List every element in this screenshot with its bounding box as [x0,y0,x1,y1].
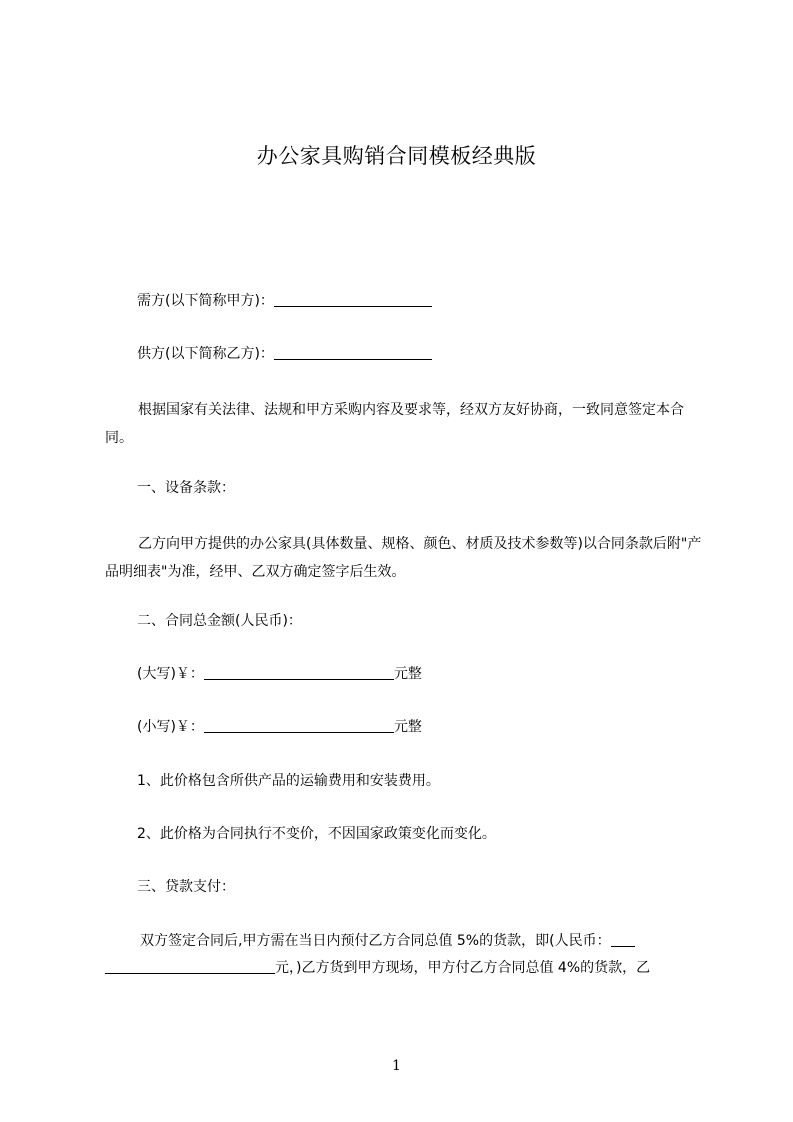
clause-2: 2、此价格为合同执行不变价，不因国家政策变化而变化。 [137,826,496,842]
amount-lower-label: (小写)￥： [137,719,204,735]
amount-upper-label: (大写)￥： [137,666,204,682]
amount-lower-line [137,717,737,737]
section2-heading: 二、合同总金额(人民币)： [137,613,302,629]
payment-text-1: 双方签定合同后,甲方需在当日内预付乙方合同总值 5%的货款，即(人民币： [140,933,611,949]
amount-upper-line [137,664,737,684]
amount-lower-blank [204,718,394,733]
payment-blank-1 [611,932,635,947]
amount-lower-suffix: 元整 [393,719,422,735]
buyer-label: 需方(以下简称甲方)： [137,293,274,309]
section3-heading: 三、贷款支付： [137,879,235,895]
amount-upper-suffix: 元整 [393,666,422,682]
payment-text-2: 元，)乙方货到甲方现场，甲方付乙方合同总值 4%的货款，乙 [275,960,651,976]
supplier-blank [274,345,432,360]
payment-line-2 [105,958,705,978]
buyer-line [137,291,737,311]
amount-upper-blank [204,665,394,680]
section1-paragraph: 乙方向甲方提供的办公家具(具体数量、规格、颜色、材质及技术参数等)以合同条款后附"产品明细表"为准，经甲、乙双方确定签字后生效。 [105,536,702,580]
payment-line-1 [140,931,705,951]
preamble-paragraph: 根据国家有关法律、法规和甲方采购内容及要求等，经双方友好协商，一致同意签定本合同。 [105,402,684,446]
payment-blank-2 [105,959,275,974]
supplier-line [137,344,737,364]
section1-heading: 一、设备条款： [137,480,235,496]
page-number: 1 [392,1058,401,1074]
clause-1: 1、此价格包含所供产品的运输费用和安装费用。 [137,773,440,789]
supplier-label: 供方(以下简称乙方)： [137,346,274,362]
document-title: 办公家具购销合同模板经典版 [256,144,537,168]
buyer-blank [274,292,432,307]
